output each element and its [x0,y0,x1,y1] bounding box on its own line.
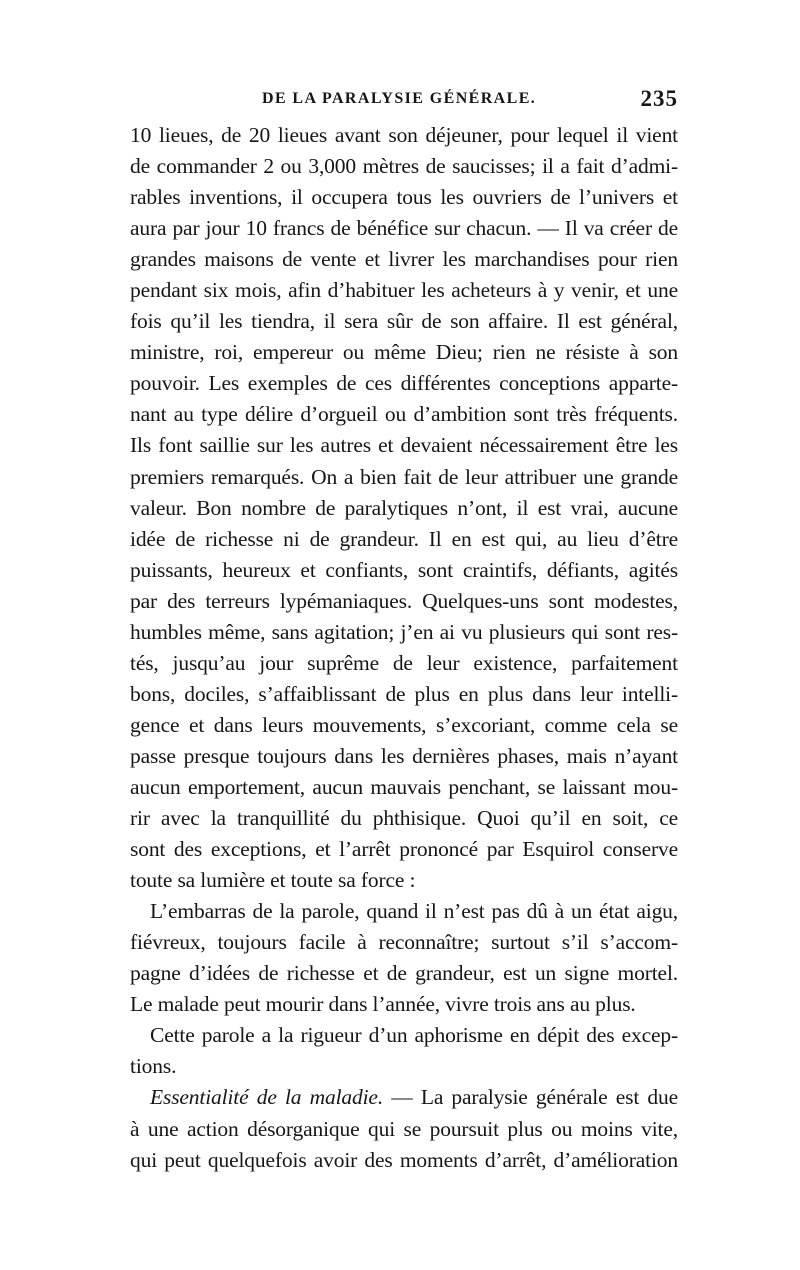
text-line-continuation: — La paralysie générale est due [383,1085,678,1110]
text-line: L’embarras de la parole, quand il n’est pas dû à un état aigu, [150,899,678,924]
text-line: toute sa lumière et toute sa force : [130,868,416,893]
text-line: gence et dans leurs mouvements, s’excoriant, comme cela se [130,712,678,737]
text-line: qui peut quelquefois avoir des moments d’arrêt, d’amélioration [130,1147,678,1172]
text-line: rables inventions, il occupera tous les ouvriers de l’univers et [130,185,678,210]
page-header [130,86,678,120]
text-line: tions. [130,1054,177,1079]
text-line [130,1082,678,1113]
body-text [130,120,678,1176]
text-line: sont des exceptions, et l’arrêt prononcé par Esquirol conserve [130,837,678,862]
text-line: idée de richesse ni de grandeur. Il en est qui, au lieu d’être [130,526,678,551]
text-line: ministre, roi, empereur ou même Dieu; rien ne résiste à son [130,340,678,365]
page-number: 235 [640,86,678,111]
text-line: humbles même, sans agitation; j’en ai vu plusieurs qui sont res- [130,619,678,644]
text-line: par des terreurs lypémaniaques. Quelques-uns sont modestes, [130,588,678,613]
text-line: passe presque toujours dans les dernières phases, mais n’ayant [130,743,678,768]
text-line: bons, dociles, s’affaiblissant de plus en plus dans leur intelli- [130,681,678,706]
text-line: aucun emportement, aucun mauvais penchant, se laissant mou- [130,774,678,799]
text-line: Cette parole a la rigueur d’un aphorisme en dépit des excep- [150,1023,678,1048]
text-line: de commander 2 ou 3,000 mètres de saucisses; il a fait d’admi- [130,154,678,179]
text-line: Le malade peut mourir dans l’année, vivre trois ans au plus. [130,992,636,1017]
text-line: fiévreux, toujours facile à reconnaître; surtout s’il s’accom- [130,930,678,955]
text-line: Ils font saillie sur les autres et devaient nécessairement être les [130,433,678,458]
text-line: tés, jusqu’au jour suprême de leur existence, parfaitement [130,650,678,675]
text-line: 10 lieues, de 20 lieues avant son déjeuner, pour lequel il vient [130,123,678,147]
text-line: pendant six mois, afin d’habituer les acheteurs à y venir, et une [130,278,678,303]
text-line: pagne d’idées de richesse et de grandeur, est un signe mortel. [130,961,678,986]
text-line: à une action désorganique qui se poursuit plus ou moins vite, [130,1116,678,1141]
text-line: pouvoir. Les exemples de ces différentes conceptions apparte- [130,371,678,396]
text-line: puissants, heureux et confiants, sont craintifs, défiants, agités [130,557,678,582]
text-line: fois qu’il les tiendra, il sera sûr de son affaire. Il est général, [130,309,678,334]
text-line: grandes maisons de vente et livrer les marchandises pour rien [130,247,678,272]
running-head: DE LA PARALYSIE GÉNÉRALE. [262,90,537,107]
text-line: valeur. Bon nombre de paralytiques n’ont, il est vrai, aucune [130,495,678,520]
text-line: nant au type délire d’orgueil ou d’ambition sont très fréquents. [130,402,678,427]
text-line: aura par jour 10 francs de bénéfice sur chacun. — Il va créer de [130,216,678,241]
text-line: premiers remarqués. On a bien fait de leur attribuer une grande [130,464,678,489]
section-heading: Essentialité de la maladie. [150,1085,384,1110]
text-line: rir avec la tranquillité du phthisique. Quoi qu’il en soit, ce [130,806,678,831]
